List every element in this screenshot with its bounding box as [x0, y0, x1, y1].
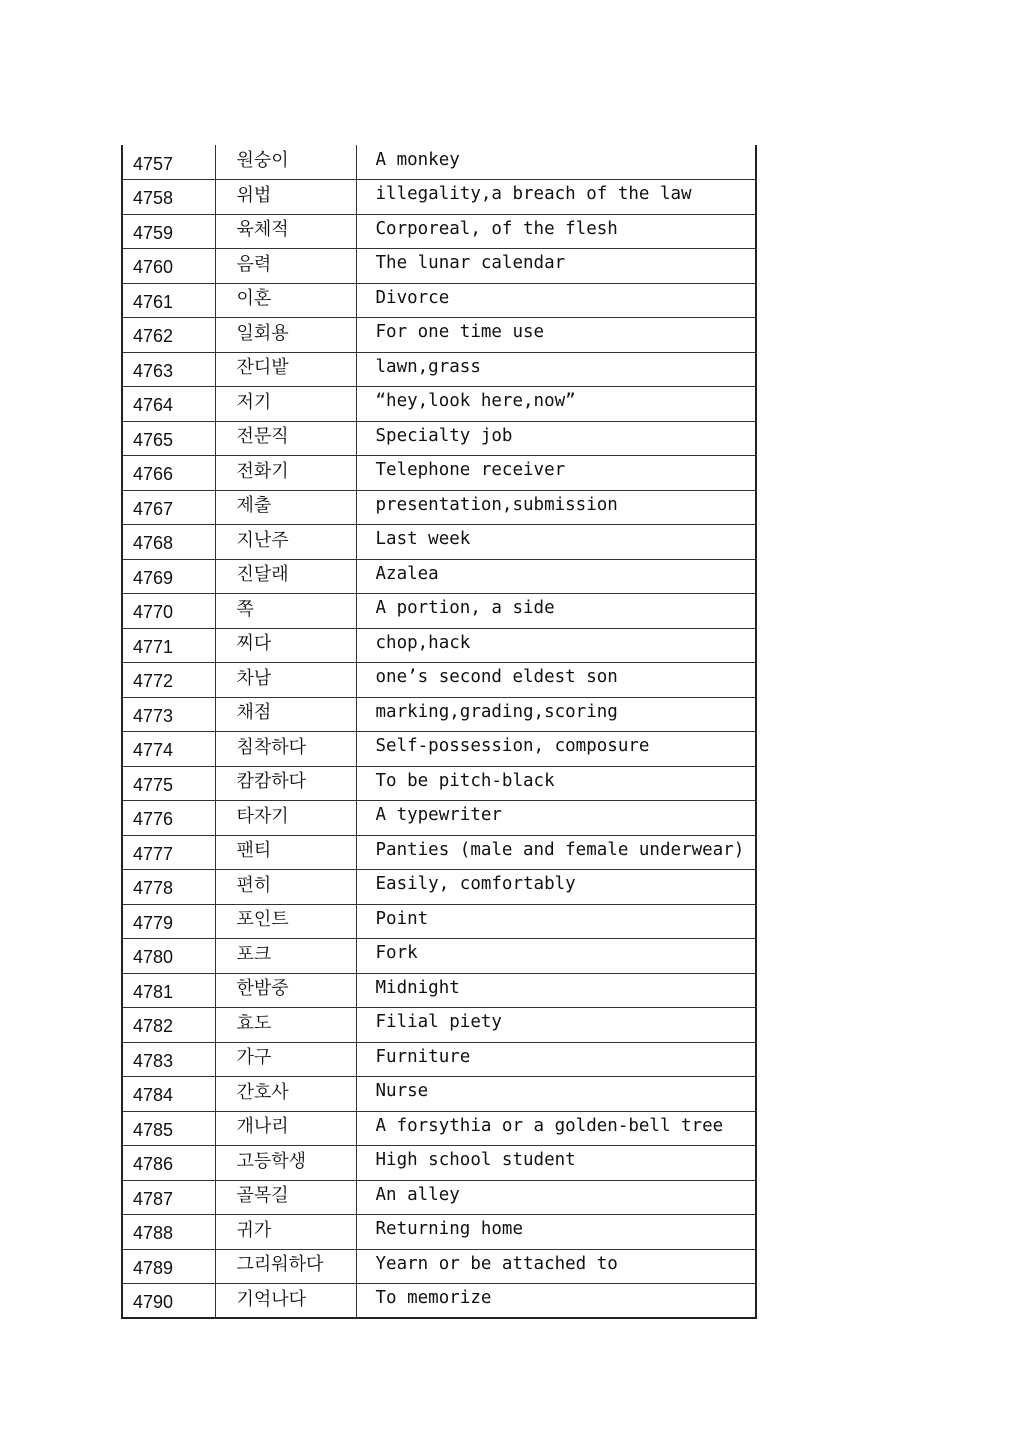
korean-word: 위법 [215, 180, 356, 215]
entry-number: 4761 [122, 283, 215, 318]
table-row [122, 628, 756, 663]
english-meaning: Filial piety [356, 1008, 756, 1043]
table-row [122, 180, 756, 215]
table-row [122, 1215, 756, 1250]
table-row [122, 973, 756, 1008]
entry-number: 4778 [122, 870, 215, 905]
entry-number: 4762 [122, 318, 215, 353]
korean-word: 채점 [215, 697, 356, 732]
korean-word: 저기 [215, 387, 356, 422]
entry-number: 4758 [122, 180, 215, 215]
english-meaning: Returning home [356, 1215, 756, 1250]
entry-number: 4770 [122, 594, 215, 629]
entry-number: 4776 [122, 801, 215, 836]
korean-word: 귀가 [215, 1215, 356, 1250]
table-row [122, 387, 756, 422]
table-row [122, 421, 756, 456]
korean-word: 전화기 [215, 456, 356, 491]
entry-number: 4782 [122, 1008, 215, 1043]
table-row [122, 352, 756, 387]
korean-word: 육체적 [215, 214, 356, 249]
english-meaning: A portion, a side [356, 594, 756, 629]
entry-number: 4785 [122, 1111, 215, 1146]
english-meaning: Furniture [356, 1042, 756, 1077]
entry-number: 4783 [122, 1042, 215, 1077]
korean-word: 타자기 [215, 801, 356, 836]
entry-number: 4765 [122, 421, 215, 456]
english-meaning: Point [356, 904, 756, 939]
entry-number: 4771 [122, 628, 215, 663]
english-meaning: A monkey [356, 145, 756, 180]
entry-number: 4777 [122, 835, 215, 870]
entry-number: 4781 [122, 973, 215, 1008]
table-row [122, 870, 756, 905]
table-row [122, 594, 756, 629]
korean-word: 간호사 [215, 1077, 356, 1112]
entry-number: 4789 [122, 1249, 215, 1284]
english-meaning: presentation,submission [356, 490, 756, 525]
entry-number: 4763 [122, 352, 215, 387]
table-row [122, 318, 756, 353]
korean-word: 고등학생 [215, 1146, 356, 1181]
table-row [122, 939, 756, 974]
english-meaning: Midnight [356, 973, 756, 1008]
english-meaning: Divorce [356, 283, 756, 318]
entry-number: 4767 [122, 490, 215, 525]
english-meaning: For one time use [356, 318, 756, 353]
english-meaning: A forsythia or a golden-bell tree [356, 1111, 756, 1146]
english-meaning: chop,hack [356, 628, 756, 663]
korean-word: 편히 [215, 870, 356, 905]
korean-word: 일회용 [215, 318, 356, 353]
entry-number: 4757 [122, 145, 215, 180]
table-row [122, 1008, 756, 1043]
entry-number: 4766 [122, 456, 215, 491]
korean-word: 쪽 [215, 594, 356, 629]
english-meaning: lawn,grass [356, 352, 756, 387]
vocabulary-table [121, 145, 757, 1319]
entry-number: 4788 [122, 1215, 215, 1250]
english-meaning: marking,grading,scoring [356, 697, 756, 732]
vocabulary-table-body [122, 145, 756, 1318]
table-row [122, 490, 756, 525]
english-meaning: Self-possession, composure [356, 732, 756, 767]
table-row [122, 249, 756, 284]
korean-word: 기억나다 [215, 1284, 356, 1319]
english-meaning: Corporeal, of the flesh [356, 214, 756, 249]
korean-word: 찌다 [215, 628, 356, 663]
english-meaning: To be pitch-black [356, 766, 756, 801]
table-row [122, 283, 756, 318]
english-meaning: “hey,look here,now” [356, 387, 756, 422]
table-row [122, 525, 756, 560]
korean-word: 음력 [215, 249, 356, 284]
table-row [122, 145, 756, 180]
english-meaning: Easily, comfortably [356, 870, 756, 905]
korean-word: 캄캄하다 [215, 766, 356, 801]
entry-number: 4760 [122, 249, 215, 284]
english-meaning: Fork [356, 939, 756, 974]
entry-number: 4772 [122, 663, 215, 698]
english-meaning: one’s second eldest son [356, 663, 756, 698]
korean-word: 침착하다 [215, 732, 356, 767]
entry-number: 4784 [122, 1077, 215, 1112]
korean-word: 원숭이 [215, 145, 356, 180]
entry-number: 4787 [122, 1180, 215, 1215]
english-meaning: Yearn or be attached to [356, 1249, 756, 1284]
korean-word: 지난주 [215, 525, 356, 560]
korean-word: 잔디밭 [215, 352, 356, 387]
entry-number: 4775 [122, 766, 215, 801]
table-row [122, 732, 756, 767]
table-row [122, 766, 756, 801]
entry-number: 4786 [122, 1146, 215, 1181]
korean-word: 포크 [215, 939, 356, 974]
english-meaning: Nurse [356, 1077, 756, 1112]
english-meaning: High school student [356, 1146, 756, 1181]
korean-word: 제출 [215, 490, 356, 525]
table-row [122, 835, 756, 870]
table-row [122, 663, 756, 698]
table-row [122, 697, 756, 732]
korean-word: 진달래 [215, 559, 356, 594]
english-meaning: An alley [356, 1180, 756, 1215]
entry-number: 4764 [122, 387, 215, 422]
english-meaning: Panties (male and female underwear) [356, 835, 756, 870]
korean-word: 팬티 [215, 835, 356, 870]
table-row [122, 1146, 756, 1181]
english-meaning: Specialty job [356, 421, 756, 456]
korean-word: 그리워하다 [215, 1249, 356, 1284]
english-meaning: To memorize [356, 1284, 756, 1319]
entry-number: 4790 [122, 1284, 215, 1319]
table-row [122, 214, 756, 249]
korean-word: 한밤중 [215, 973, 356, 1008]
english-meaning: Telephone receiver [356, 456, 756, 491]
table-row [122, 1249, 756, 1284]
table-row [122, 1180, 756, 1215]
entry-number: 4769 [122, 559, 215, 594]
entry-number: 4780 [122, 939, 215, 974]
entry-number: 4779 [122, 904, 215, 939]
table-row [122, 1042, 756, 1077]
table-row [122, 1284, 756, 1319]
table-row [122, 456, 756, 491]
korean-word: 가구 [215, 1042, 356, 1077]
english-meaning: A typewriter [356, 801, 756, 836]
entry-number: 4773 [122, 697, 215, 732]
entry-number: 4774 [122, 732, 215, 767]
korean-word: 포인트 [215, 904, 356, 939]
table-row [122, 904, 756, 939]
korean-word: 이혼 [215, 283, 356, 318]
korean-word: 효도 [215, 1008, 356, 1043]
table-row [122, 1077, 756, 1112]
table-row [122, 1111, 756, 1146]
korean-word: 전문직 [215, 421, 356, 456]
entry-number: 4759 [122, 214, 215, 249]
table-row [122, 559, 756, 594]
english-meaning: illegality,a breach of the law [356, 180, 756, 215]
korean-word: 골목길 [215, 1180, 356, 1215]
korean-word: 개나리 [215, 1111, 356, 1146]
table-row [122, 801, 756, 836]
english-meaning: Last week [356, 525, 756, 560]
english-meaning: Azalea [356, 559, 756, 594]
english-meaning: The lunar calendar [356, 249, 756, 284]
entry-number: 4768 [122, 525, 215, 560]
korean-word: 차남 [215, 663, 356, 698]
